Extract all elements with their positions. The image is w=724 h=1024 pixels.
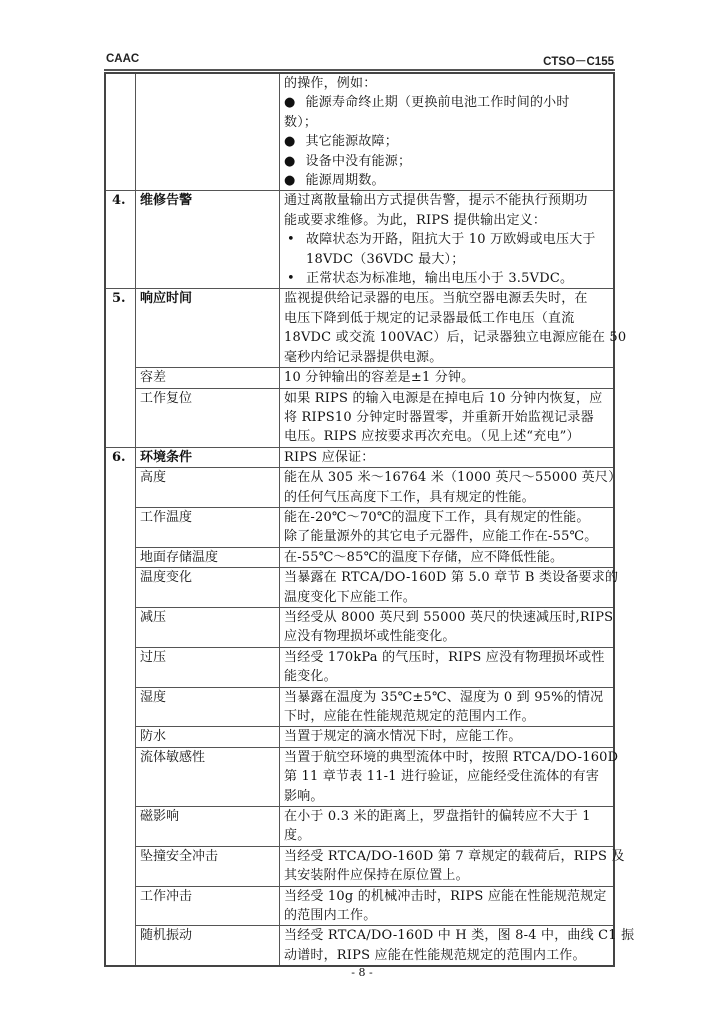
text-line: 当经受 10g 的机械冲击时，RIPS 应能在性能规范规定: [284, 888, 607, 904]
table-row: [105, 807, 614, 847]
text-line: 毫秒内给记录器提供电源。: [284, 349, 443, 365]
table-row: [105, 926, 614, 966]
section-number: 5.: [105, 289, 136, 447]
requirement-label: 环境条件: [136, 447, 280, 467]
text-line: 当置于航空环境的典型流体中时，按照 RTCA/DO-160D: [284, 749, 619, 765]
requirement-text: [280, 73, 615, 191]
requirement-label: 磁影响: [136, 807, 280, 847]
table-row: [105, 647, 614, 687]
requirement-text: [280, 289, 627, 368]
table-row: [105, 468, 614, 508]
requirement-label: 工作温度: [136, 507, 280, 547]
requirement-label: 减压: [136, 607, 280, 647]
table-row: [105, 607, 614, 647]
table-row: [105, 727, 614, 747]
text-line: 温度变化下应能工作。: [284, 589, 417, 605]
table-row: [105, 507, 614, 547]
requirement-text: [280, 507, 615, 547]
text-line: 当经受 RTCA/DO-160D 中 H 类，图 8-4 中，曲线 C1 振: [284, 928, 635, 944]
bullet-item: ● 设备中没有能源；: [284, 152, 609, 171]
requirement-text: [280, 687, 615, 727]
bullet-item: ● 其它能源故障；: [284, 132, 609, 151]
requirement-label: 高度: [136, 468, 280, 508]
requirement-label: 湿度: [136, 687, 280, 727]
text-line: 其安装附件应保持在原位置上。: [284, 868, 469, 884]
table-row: [105, 368, 614, 388]
table-row: [105, 388, 614, 447]
text-line: 影响。: [284, 788, 324, 804]
section-number: 6.: [105, 447, 136, 966]
requirement-label: 容差: [136, 368, 280, 388]
requirement-label: 温度变化: [136, 568, 280, 608]
header-doc-id: CTSO－C155: [543, 56, 614, 68]
header-divider: [104, 69, 615, 71]
requirement-text: [280, 447, 615, 467]
text-line: RIPS 应保证：: [284, 449, 375, 465]
requirement-label: 工作冲击: [136, 886, 280, 926]
text-line: 的任何气压高度下工作，具有规定的性能。: [284, 489, 535, 505]
requirement-label: 流体敏感性: [136, 747, 280, 806]
requirement-label: 响应时间: [136, 289, 280, 368]
text-line: 当经受 RTCA/DO-160D 第 7 章规定的载荷后，RIPS 及: [284, 848, 625, 864]
text-line: 电压下降到低于规定的记录器最低工作电压（直流: [284, 310, 575, 326]
table-row: [105, 687, 614, 727]
requirement-label: 随机振动: [136, 926, 280, 966]
requirement-label: [136, 73, 280, 191]
text-line: 10 分钟输出的容差是±1 分钟。: [284, 370, 475, 386]
bullet-item: • 正常状态为标准地，输出电压小于 3.5VDC。: [284, 269, 609, 288]
text-line: 当经受 170kPa 的气压时，RIPS 应没有物理损坏或性: [284, 649, 605, 665]
table-row: [105, 886, 614, 926]
requirement-text: [280, 388, 615, 447]
header-org: CAAC: [106, 53, 140, 65]
bullet-item: ● 能源寿命终止期（更换前电池工作时间的小时: [284, 93, 609, 112]
requirement-label: 维修告警: [136, 191, 280, 289]
text-line: 当暴露在温度为 35℃±5℃、湿度为 0 到 95%的情况: [284, 689, 604, 705]
requirement-label: 防水: [136, 727, 280, 747]
table-row: [105, 289, 614, 368]
requirement-text: [280, 886, 615, 926]
text-line: 18VDC 或交流 100VAC）后，记录器独立电源应能在 50: [284, 330, 627, 346]
table-row: [105, 447, 614, 467]
text-line: 动谱时，RIPS 应能在性能规范规定的范围内工作。: [284, 947, 586, 963]
requirement-text: [280, 468, 622, 508]
text-line: 第 11 章节表 11-1 进行验证，应能经受住流体的有害: [284, 769, 600, 785]
text-line: 应没有物理损坏或性能变化。: [284, 629, 456, 645]
text-line: 电压。RIPS 应按要求再次充电。（见上述“充电”）: [284, 429, 580, 445]
text-line: 能在-20℃～70℃的温度下工作，具有规定的性能。: [284, 509, 590, 525]
text-line: 当置于规定的滴水情况下时，应能工作。: [284, 729, 522, 745]
text-line: 的范围内工作。: [284, 908, 377, 924]
page-number: - 8 -: [351, 966, 373, 979]
text-line: 在-55℃～85℃的温度下存储，应不降低性能。: [284, 549, 564, 565]
text-line: 将 RIPS10 分钟定时器置零，并重新开始监视记录器: [284, 409, 594, 425]
table-row: [105, 191, 614, 289]
requirement-text: [280, 191, 615, 289]
bullet-item: 18VDC（36VDC 最大）；: [306, 251, 465, 267]
text-line: 通过离散量输出方式提供告警，提示不能执行预期功: [284, 193, 588, 209]
text-line: 除了能量源外的其它电子元器件，应能工作在-55℃。: [284, 529, 598, 545]
bullet-item: • 故障状态为开路，阻抗大于 10 万欧姆或电压大于: [284, 230, 609, 249]
table-row: [105, 547, 614, 567]
requirement-label: 过压: [136, 647, 280, 687]
requirement-text: [280, 807, 615, 847]
requirement-label: 地面存储温度: [136, 547, 280, 567]
table-row: [105, 73, 614, 191]
requirement-text: [280, 547, 615, 567]
text-line: 下时，应能在性能规范规定的范围内工作。: [284, 709, 535, 724]
section-number: 4.: [105, 191, 136, 289]
table-row: [105, 747, 614, 806]
text-line: 能变化。: [284, 669, 337, 685]
text-line: 当暴露在 RTCA/DO-160D 第 5.0 章节 B 类设备要求的: [284, 570, 619, 586]
text-line: 数）；: [284, 114, 318, 130]
text-line: 度。: [284, 828, 311, 844]
text-line: 能在从 305 米～16764 米（1000 英尺～55000 英尺）: [284, 470, 622, 486]
requirement-text: [280, 647, 615, 687]
section-number: [105, 73, 136, 191]
text-line: 监视提供给记录器的电压。当航空器电源丢失时，在: [284, 291, 588, 307]
requirement-text: [280, 926, 635, 966]
text-line: 的操作，例如：: [284, 76, 377, 91]
table-row: [105, 846, 614, 886]
requirement-text: [280, 568, 619, 608]
requirements-table: [104, 72, 635, 967]
text-line: 如果 RIPS 的输入电源是在掉电后 10 分钟内恢复，应: [284, 390, 603, 406]
requirement-text: [280, 747, 619, 806]
requirement-text: [280, 368, 615, 388]
requirement-label: 坠撞安全冲击: [136, 846, 280, 886]
requirement-label: 工作复位: [136, 388, 280, 447]
requirement-text: [280, 846, 625, 886]
text-line: 在小于 0.3 米的距离上，罗盘指针的偏转应不大于 1: [284, 809, 591, 825]
requirement-text: [280, 727, 615, 747]
table-row: [105, 568, 614, 608]
text-line: 能或要求维修。为此，RIPS 提供输出定义：: [284, 212, 547, 228]
bullet-item: ● 能源周期数。: [284, 171, 609, 190]
requirement-text: [280, 607, 615, 647]
text-line: 当经受从 8000 英尺到 55000 英尺的快速减压时,RIPS: [284, 609, 614, 625]
